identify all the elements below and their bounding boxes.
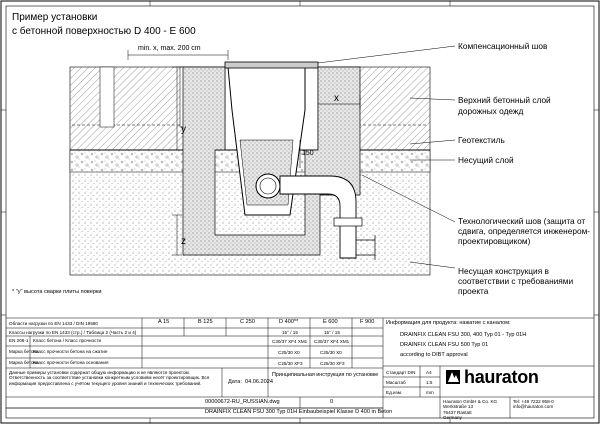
note-a-e600: C30/37 XF4 XM1 <box>314 339 350 344</box>
note-c: Класс прочности бетона основания <box>33 360 109 365</box>
class-c250: C 250 <box>240 319 255 325</box>
scale-label: Масштаб <box>386 380 406 385</box>
note-c-e600: C25/30 XF3 <box>320 361 345 366</box>
label-upper-layer-1: Верхний бетонный слой <box>458 95 551 105</box>
note-c-d400: C25/30 XF3 <box>278 361 303 366</box>
class-d400: D 400** <box>279 319 299 325</box>
footer-title: DRAINFIX CLEAN FSU 300 Typ 01H Einbaubeispiel Klasse D 400 in Beton <box>205 409 393 415</box>
unit-label: Ед.изм. <box>386 390 403 395</box>
company-logo-text: hauraton <box>464 367 539 387</box>
class-e600: E 600 <box>323 319 338 325</box>
dim-y: y <box>181 124 186 135</box>
product-line3: according to DIBT approval <box>400 352 468 358</box>
disclaimer: Данные примеры установки содержат общую информацию и не являются проектом. Ответственность за соответствие установки конкретным условиям несёт проектировщик. Вся информация предоставлена с учётом текущего уровня знаний и технических требований. <box>9 370 210 386</box>
date: 04.06.2024 <box>245 379 273 385</box>
label-tech-joint: Технологический шов (защита от сдвига, определяется инженером-проектировщиком) <box>458 216 591 246</box>
unit-val: mm <box>426 390 434 395</box>
note-b: Класс прочности бетона на сжатие <box>33 349 108 354</box>
row2-e600: 15° / 15 <box>324 330 340 335</box>
contact: Tel: +49 7222 958-0 info@hauraton.com <box>513 399 554 410</box>
note-b-code: Марка бетона <box>9 349 39 354</box>
scale-val: 1:5 <box>426 380 433 385</box>
label-expansion-joint: Компенсационный шов <box>458 41 548 51</box>
class-b125: B 125 <box>198 319 213 325</box>
note-a-d400: C30/37 XF4 XM1 <box>272 339 308 344</box>
drawing-code: 00000672-RU_RUSSIAN.dwg <box>205 399 280 405</box>
dim-x: x <box>334 93 339 104</box>
row2-left: Классы нагрузки по EN 1433 (стр.​) / Таблица 2 (Часть 2 и 4) <box>9 330 137 335</box>
label-geotextile: Геотекстиль <box>458 135 505 145</box>
footnote: * "y" высота сварки плиты поверки <box>12 289 102 295</box>
product-header: Информация для продукта: нажатие с каналом: <box>386 320 511 326</box>
note-b-e600: C25/30 X0 <box>320 350 342 355</box>
class-a15: A 15 <box>158 319 170 325</box>
note-a: Класс бетона / Класс прочности <box>33 338 102 343</box>
row2-d400: 15° / 15 <box>282 330 298 335</box>
std-label: Стандарт DIN <box>386 370 416 375</box>
label-base-layer: Несущий слой <box>458 155 514 165</box>
dim-top: min. x, max. 200 cm <box>138 45 201 52</box>
product-line1: DRAINFIX CLEAN FSU 300, 400 Typ 01 - Typ 01H <box>400 332 527 338</box>
dim-z: z <box>181 236 186 247</box>
std-val: A4 <box>426 370 432 375</box>
sheet-no: 0 <box>330 399 334 405</box>
note-b-d400: C25/30 X0 <box>278 350 300 355</box>
drawing-title-line1: Пример установки <box>12 12 98 23</box>
drawing-title-line2: с бетонной поверхностью D 400 - E 600 <box>12 26 196 37</box>
row1-left: Области нагрузки по EN 1433 / DIN 19580 <box>9 321 98 326</box>
class-f900: F 900 <box>360 319 375 325</box>
dim-150: 150 <box>302 150 314 157</box>
label-upper-layer-2: дорожных одежд <box>458 106 524 116</box>
label-support: Несущая конструкция в соответствии с требованиями проекта <box>458 266 574 296</box>
product-line2: DRAINFIX CLEAN FSU 500 Typ 01 <box>400 342 489 348</box>
note-a-code: EN 206-1 <box>9 338 29 343</box>
address: Hauraton GmbH & Co. KG Werkstraße 13 76437 Rastatt Germany <box>443 399 498 421</box>
hauraton-logo-icon <box>446 370 460 384</box>
note-c-code: Марка бетона <box>9 360 39 365</box>
installation-note: Принципиальная инструкция по установке <box>272 372 379 378</box>
date-label: Дата: <box>228 379 242 385</box>
